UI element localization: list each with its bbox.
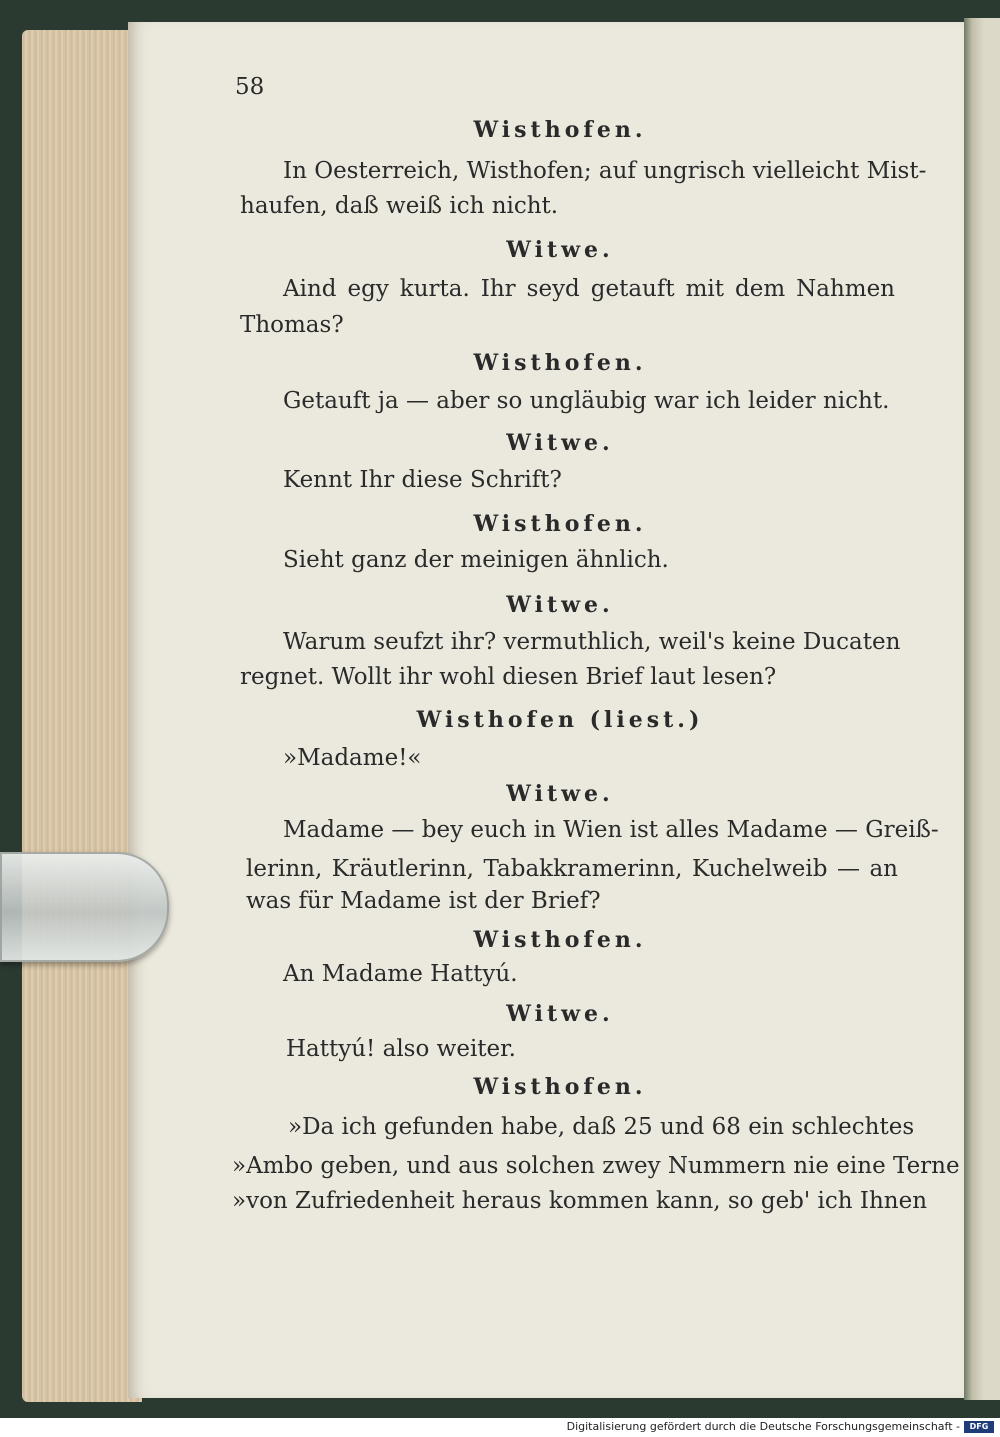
- text-line: »Ambo geben, und aus solchen zwey Nummern nie eine Terne: [232, 1153, 960, 1179]
- book-page-edges: [22, 30, 142, 1402]
- page-number: 58: [235, 74, 265, 100]
- text-line: »Da ich gefunden habe, daß 25 und 68 ein schlechtes: [288, 1114, 915, 1140]
- text-line: »von Zufriedenheit heraus kommen kann, so geb' ich Ihnen: [232, 1188, 928, 1214]
- text-line: was für Madame ist der Brief?: [246, 888, 601, 914]
- footer-credit: Digitalisierung gefördert durch die Deutsche Forschungsgemeinschaft -: [566, 1420, 960, 1433]
- speaker-heading: Wisthofen.: [473, 511, 647, 537]
- text-line: Getauft ja — aber so ungläubig war ich leider nicht.: [283, 388, 890, 414]
- text-line: regnet. Wollt ihr wohl diesen Brief laut lesen?: [240, 664, 777, 690]
- text-line: In Oesterreich, Wisthofen; auf ungrisch vielleicht Mist-: [283, 158, 927, 184]
- text-line: »Madame!«: [283, 745, 422, 771]
- speaker-heading: Wisthofen.: [473, 350, 647, 376]
- speaker-heading: Witwe.: [506, 430, 614, 456]
- speaker-heading: Wisthofen (liest.): [416, 707, 704, 733]
- speaker-heading: Witwe.: [506, 237, 614, 263]
- speaker-heading: Wisthofen.: [473, 1074, 647, 1100]
- text-line: lerinn, Kräutlerinn, Tabakkramerinn, Kuchelweib — an: [246, 856, 898, 882]
- text-line: Aind egy kurta. Ihr seyd getauft mit dem Nahmen: [283, 276, 895, 302]
- speaker-heading: Witwe.: [506, 1001, 614, 1027]
- text-line: Madame — bey euch in Wien ist alles Madame — Greiß-: [283, 817, 939, 843]
- page-clip: [0, 852, 169, 962]
- text-line: Hattyú! also weiter.: [286, 1036, 516, 1062]
- text-line: An Madame Hattyú.: [283, 961, 518, 987]
- speaker-heading: Witwe.: [506, 592, 614, 618]
- dfg-logo: DFG: [964, 1421, 994, 1433]
- text-line: Sieht ganz der meinigen ähnlich.: [283, 547, 669, 573]
- text-line: Thomas?: [240, 312, 344, 338]
- next-page-edge: [964, 18, 1000, 1400]
- text-line: Warum seufzt ihr? vermuthlich, weil's keine Ducaten: [283, 629, 901, 655]
- text-line: haufen, daß weiß ich nicht.: [240, 193, 559, 219]
- speaker-heading: Witwe.: [506, 781, 614, 807]
- speaker-heading: Wisthofen.: [473, 927, 647, 953]
- footer-bar: [0, 1418, 1000, 1437]
- text-line: Kennt Ihr diese Schrift?: [283, 467, 562, 493]
- speaker-heading: Wisthofen.: [473, 117, 647, 143]
